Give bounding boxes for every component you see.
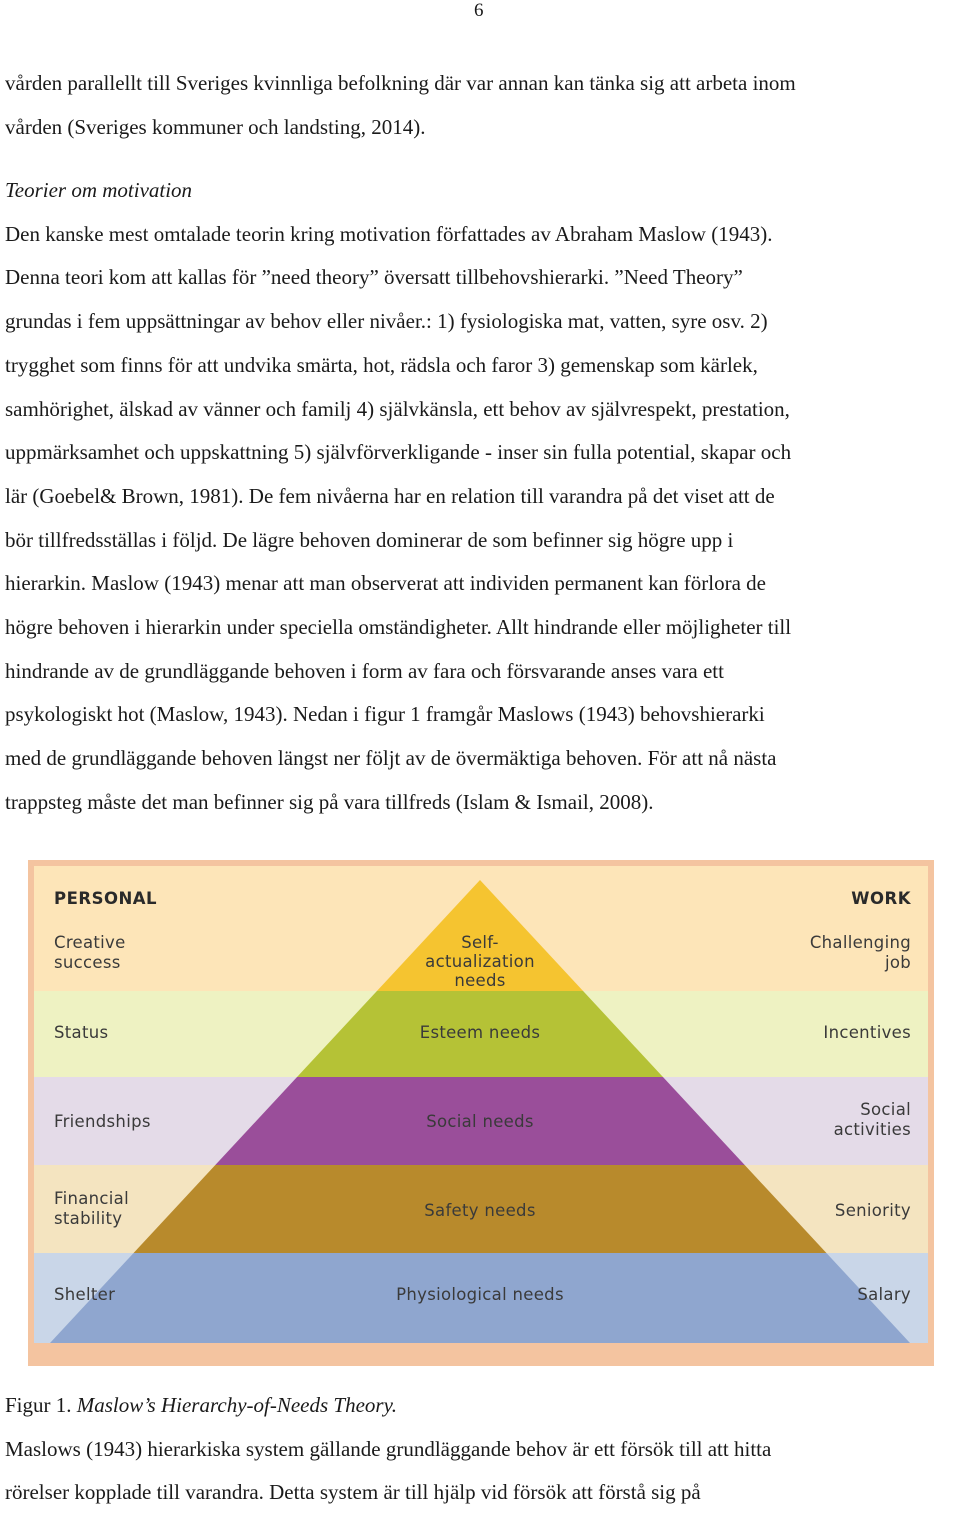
work-label: job [884, 953, 911, 972]
text-line: rörelser kopplade till varandra. Detta system är till hjälp vid försök att förstå sig på [5, 1480, 701, 1505]
personal-label: Shelter [54, 1285, 116, 1304]
theory-section [5, 169, 960, 825]
text-line: psykologiskt hot (Maslow, 1943). Nedan i figur 1 framgår Maslows (1943) behovshierarki [5, 702, 765, 727]
caption-and-closing [5, 1384, 960, 1515]
text-line: trygghet som finns för att undvika smärta, hot, rädsla och faror 3) gemenskap som kärlek, [5, 352, 758, 377]
maslow-hierarchy-figure [28, 860, 934, 1366]
need-label: Self- [461, 933, 499, 952]
work-label: Salary [857, 1285, 911, 1304]
section-heading: Teorier om motivation [5, 178, 193, 202]
text-line: Maslows (1943) hierarkiska system gällande grundläggande behov är ett försök till att hitta [5, 1436, 772, 1461]
page-number: 6 [474, 0, 484, 21]
text-line: uppmärksamhet och uppskattning 5) självförverkligande - inser sin fulla potential, skapar och [5, 440, 792, 465]
work-label: Incentives [823, 1023, 911, 1042]
need-label: actualization [425, 952, 535, 971]
work-label: Challenging [809, 933, 911, 952]
figure-caption [5, 1384, 960, 1428]
personal-label: Financial [54, 1189, 129, 1208]
text-line: hindrande av de grundläggande behoven i form av fara och försvarande anses vara ett [5, 658, 724, 683]
personal-label: Creative [54, 933, 126, 952]
personal-label: Status [54, 1023, 109, 1042]
personal-label: success [54, 953, 121, 972]
intro-paragraph [5, 62, 960, 149]
text-line: bör tillfredsställas i följd. De lägre behoven dominerar de som befinner sig högre upp i [5, 527, 734, 552]
work-label: activities [833, 1120, 911, 1139]
text-line: Denna teori kom att kallas för ”need theory” översatt tillbehovshierarki. ”Need Theory” [5, 265, 743, 290]
work-label: Social [860, 1100, 911, 1119]
figure-bottom-border [34, 1343, 928, 1360]
caption-title: Maslow’s Hierarchy-of-Needs Theory. [76, 1393, 397, 1417]
caption-prefix: Figur 1. [5, 1393, 77, 1417]
text-line: vården (Sveriges kommuner och landsting, 2014). [5, 114, 426, 139]
work-heading: WORK [851, 889, 911, 908]
work-label: Seniority [834, 1201, 911, 1220]
personal-label: Friendships [54, 1112, 151, 1131]
personal-heading: PERSONAL [54, 889, 158, 908]
text-line: vården parallellt till Sveriges kvinnliga befolkning där var annan kan tänka sig att arbeta inom [5, 71, 796, 95]
text-line: grundas i fem uppsättningar av behov eller nivåer.: 1) fysiologiska mat, vatten, syre osv. 2) [5, 309, 768, 334]
need-label: needs [454, 971, 506, 990]
need-label: Social needs [426, 1112, 534, 1131]
need-label: Safety needs [424, 1201, 536, 1220]
need-label: Esteem needs [419, 1023, 541, 1042]
text-line: lär (Goebel& Brown, 1981). De fem nivåerna har en relation till varandra på det viset att de [5, 483, 775, 508]
text-line: högre behoven i hierarkin under speciella omständigheter. Allt hindrande eller möjligheter till [5, 615, 792, 640]
text-line: Den kanske mest omtalade teorin kring motivation författades av Abraham Maslow (1943). [5, 221, 773, 246]
text-line: hierarkin. Maslow (1943) menar att man observerat att individen permanent kan förlora de [5, 571, 766, 596]
text-line: samhörighet, älskad av vänner och familj 4) självkänsla, ett behov av självrespekt, prestation, [5, 396, 790, 421]
text-line: trappsteg måste det man befinner sig på vara tillfreds (Islam & Ismail, 2008). [5, 789, 654, 814]
need-label: Physiological needs [396, 1285, 564, 1304]
text-line: med de grundläggande behoven längst ner följt av de övermäktiga behoven. För att nå nästa [5, 746, 777, 771]
personal-label: stability [54, 1209, 123, 1228]
